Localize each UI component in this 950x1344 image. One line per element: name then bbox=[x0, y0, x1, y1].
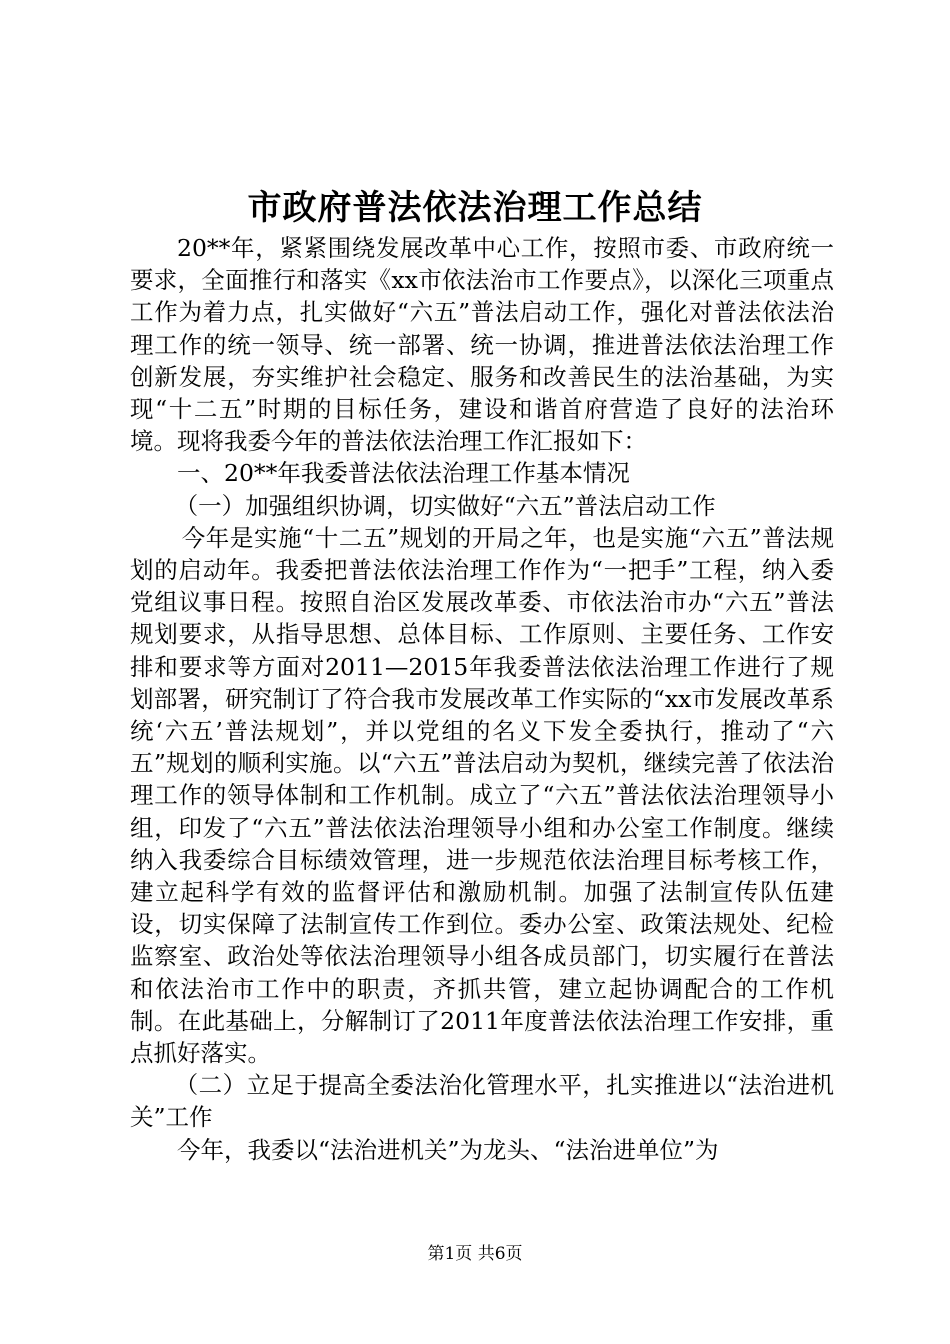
section-heading-1: 一、20**年我委普法依法治理工作基本情况 bbox=[177, 459, 630, 488]
page-indicator: 第1页 共6页 bbox=[427, 1244, 523, 1264]
document-title: 市政府普法依法治理工作总结 bbox=[247, 188, 703, 228]
paragraph-section-1: 今年是实施“十二五”规划的开局之年，也是实施“六五”普法规划的启动年。我委把普法依法治理工作作为“一把手”工程，纳入委党组议事日程。按照自治区发展改革委、市依法治市办“六五”普法规划要求，从指导思想、总体目标、工作原则、主要任务、工作安排和要求等方面对2011—2015年我委普法依法治理工作进行了规划部署，研究制订了符合我市发展改革工作实际的“xx市发展改革系统‘六五’普法规划”，并以党组的名义下发全委执行，推动了“六五”规划的顺利实施。以“六五”普法启动为契机，继续完善了依法治理工作的领导体制和工作机制。成立了“六五”普法依法治理领导小组，印发了“六五”普法依法治理领导小组和办公室工作制度。继续纳入我委综合目标绩效管理，进一步规范依法治理目标考核工作，建立起科学有效的监督评估和激励机制。加强了法制宣传队伍建设，切实保障了法制宣传工作到位。委办公室、政策法规处、纪检监察室、政治处等依法治理领导小组各成员部门，切实履行在普法和依法治市工作中的职责，齐抓共管，建立起协调配合的工作机制。在此基础上，分解制订了2011年度普法依法治理工作安排，重点抓好落实。 bbox=[130, 523, 834, 1068]
subsection-heading-2: （二）立足于提高全委法治化管理水平，扎实推进以“法治进机关”工作 bbox=[130, 1071, 834, 1132]
paragraph-intro: 20**年，紧紧围绕发展改革中心工作，按照市委、市政府统一要求，全面推行和落实《xx市依法治市工作要点》，以深化三项重点工作为着力点，扎实做好“六五”普法启动工作，强化对普法依法治理工作的统一领导、统一部署、统一协调，推进普法依法治理工作创新发展，夯实维护社会稳定、服务和改善民生的法治基础，为实现“十二五”时期的目标任务，建设和谐首府营造了良好的法治环境。现将我委今年的普法依法治理工作汇报如下： bbox=[130, 234, 834, 456]
document-body bbox=[130, 232, 834, 1166]
subsection-heading-1: （一）加强组织协调，切实做好“六五”普法启动工作 bbox=[174, 491, 716, 520]
paragraph-section-2: 今年，我委以“法治进机关”为龙头、“法治进单位”为 bbox=[177, 1135, 719, 1164]
